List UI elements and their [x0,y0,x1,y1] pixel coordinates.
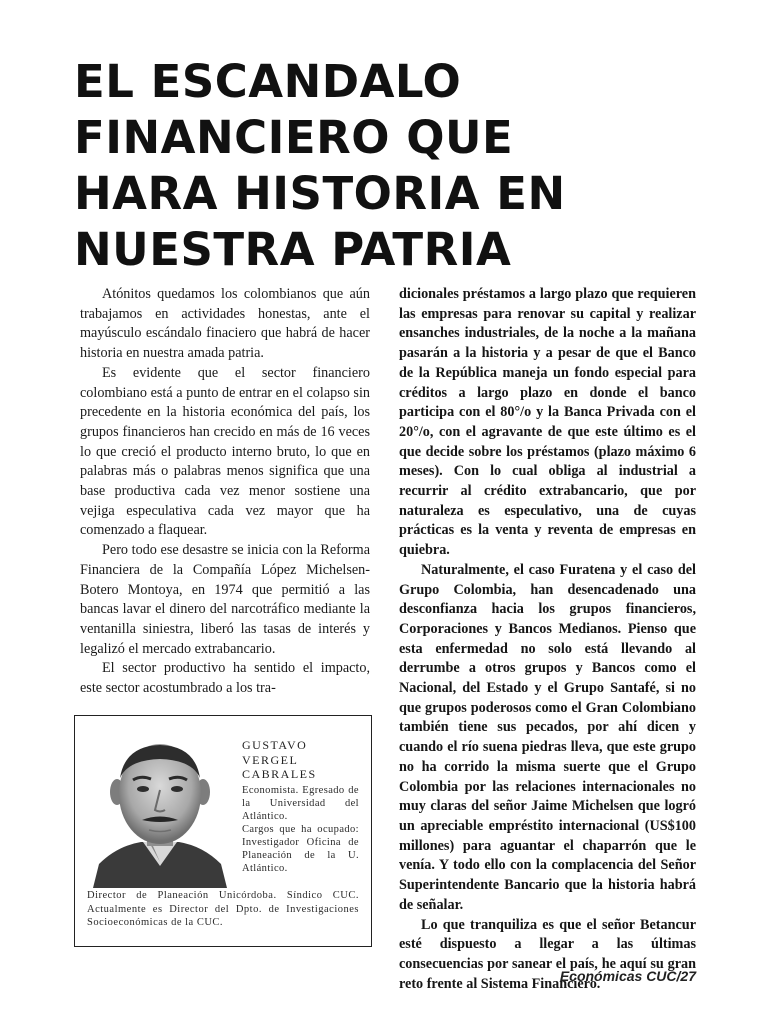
article-paragraph: Lo que tranquiliza es que el señor Betancur esté dispuesto a llegar a las últimas consecuencias por sanear el país, he aquí su gran reto frente al Sistema Financiero. [399,916,696,992]
author-photo [93,742,227,888]
author-description [242,784,359,875]
author-description-line: Economista. Egresado de la Universidad del Atlántico. [242,785,359,822]
page-footer: Económicas CUC/27 [559,968,696,984]
headline-line: EL ESCANDALO [74,55,462,108]
author-bio-box [74,715,372,947]
headline-line: FINANCIERO QUE [74,111,514,164]
author-description-line: Cargos que ha ocupado: Investigador Oficina de Planeación de la U. Atlántico. [242,824,359,874]
article-column-right [399,285,696,994]
author-positions: Director de Planeación Unicórdoba. Síndico CUC. Actualmente es Director del Dpto. de Investigaciones Socioeconómicas de la CUC. [87,890,359,928]
headline-line: HARA HISTORIA EN [74,167,566,220]
author-name-line: CABRALES [242,767,317,781]
article-paragraph: Atónitos quedamos los colombianos que aún trabajamos en actividades honestas, ante el mayúsculo escándalo finaciero que habrá de hacer historia en nuestra amada patria. [80,286,370,362]
article-paragraph: dicionales préstamos a largo plazo que requieren las empresas para renovar su capital y realizar ensanches industriales, de la noche a la mañana pasarán a la historia y a pesar de que el Banco de la República maneja un fondo especial para créditos a largo plazo en donde el banco participa con el 80°/o y la Banca Privada con el 20°/o, con el agravante de que este último es el que decide sobre los préstamos (plazo máximo 6 meses). Con lo cual obliga al industrial a recurrir al crédito extrabancario, que por naturaleza es especulativo, una de cuyas prácticas es la venta y reventa de empresas en quiebra. [399,286,696,559]
headline-line: NUESTRA PATRIA [74,223,512,276]
author-name-line: GUSTAVO [242,738,308,752]
article-column-left [80,285,370,699]
article-paragraph: Es evidente que el sector financiero colombiano está a punto de entrar en el colapso sin precedente en la historia económica del país, los grupos financieros han crecido en más de 16 veces lo que creció el producto interno bruto, lo que en palabras más o palabras menos significa que una base productiva cada vez menor sostiene una vejiga especulativa cada vez mayor que ha comenzado a flaquear. [80,364,370,539]
author-name-line: VERGEL [242,752,299,767]
article-headline [74,54,694,278]
article-paragraph: Pero todo ese desastre se inicia con la Reforma Financiera de la Compañía López Michelsen-Botero Montoya, en 1974 que permitió a las bancas lavar el dinero del narcotráfico mediante la ventanilla siniestra, liberó las tasas de interés y legalizó el mercado extrabancario. [80,542,370,657]
author-name [242,738,362,782]
article-paragraph: El sector productivo ha sentido el impacto, este sector acostumbrado a los tra- [80,660,370,697]
article-paragraph: Naturalmente, el caso Furatena y el caso del Grupo Colombia, han desencadenado una desconfianza hacia los grupos financieros, Corporaciones y Bancos Medianos. Pienso que esta enfermedad no solo está llevando al derrumbe a otros grupos y Bancos como el Nacional, del Estado y el Grupo Santafé, si no que grupos poderosos como el Gran Colombiano también tiene sus pecados, por ahí dicen y cuando el río suena piedras lleva, que este grupo no ha corrido la misma suerte que el Grupo Colombia por las relaciones internacionales no muy claras del señor Jaime Michelsen que logró un apreciable empréstito internacional (US$100 millones) para aguantar el chaparrón que le venía. Y todo ello con la complacencia del Señor Superintendente Bancario que la historia habrá de señalar. [399,561,696,913]
